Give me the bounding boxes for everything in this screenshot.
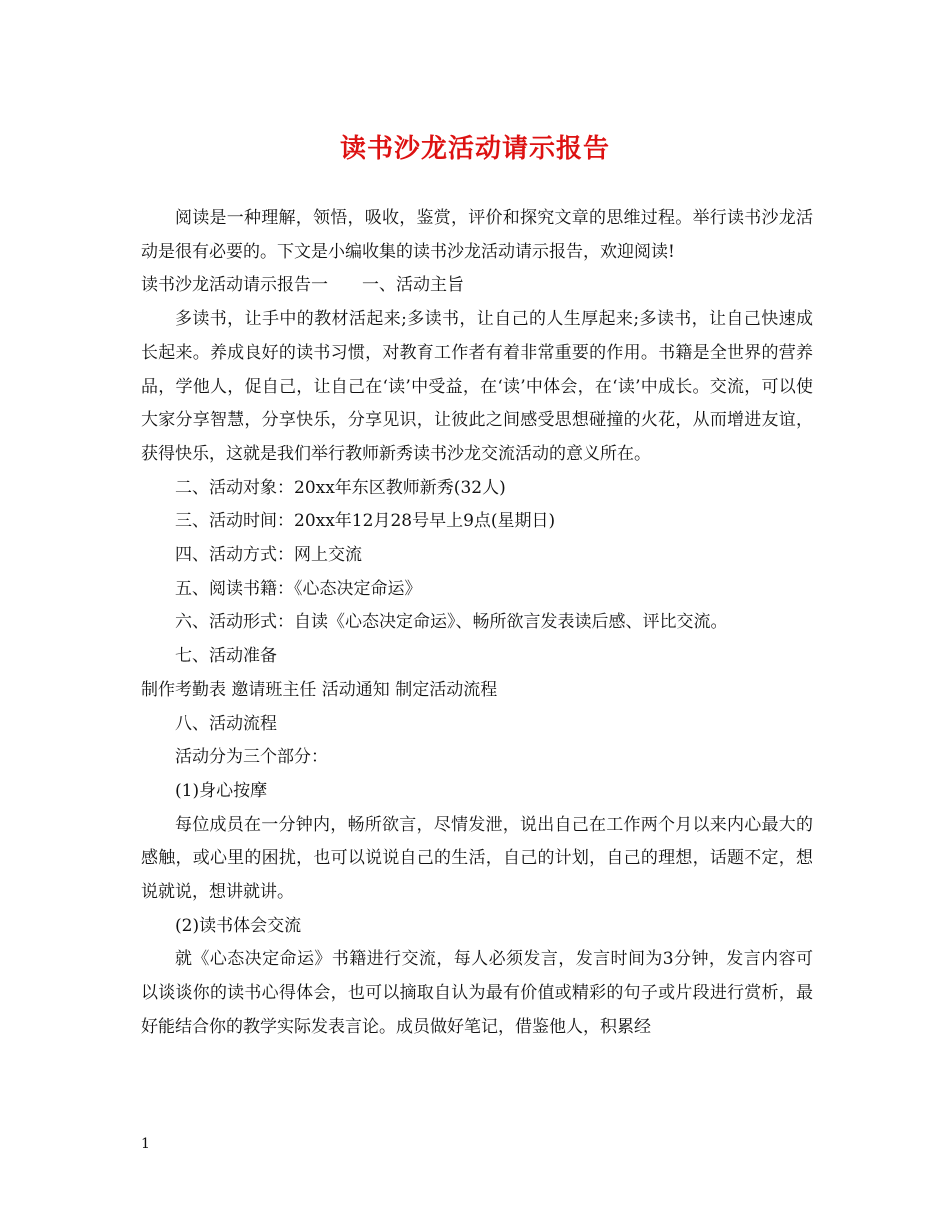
paragraph: (2)读书体会交流	[175, 915, 302, 936]
paragraph: 六、活动形式：自读《心态决定命运》、畅所欲言发表读后感、评比交流。	[175, 612, 728, 633]
paragraph: 每位成员在一分钟内，畅所欲言，尽情发泄，说出自己在工作两个月以来内心最大的感触，或心里的困扰，也可以说说自己的生活，自己的计划，自己的理想，话题不定，想说就说，想讲就讲。	[141, 814, 813, 903]
paragraph: 八、活动流程	[175, 713, 277, 734]
paragraph: (1)身心按摩	[175, 780, 268, 801]
paragraph: 阅读是一种理解，领悟，吸收，鉴赏，评价和探究文章的思维过程。举行读书沙龙活动是很有必要的。下文是小编收集的读书沙龙活动请示报告，欢迎阅读!	[141, 208, 813, 262]
paragraph: 七、活动准备	[175, 646, 277, 667]
paragraph: 多读书，让手中的教材活起来;多读书，让自己的人生厚起来;多读书，让自己快速成长起来。养成良好的读书习惯，对教育工作者有着非常重要的作用。书籍是全世界的营养品，学他人，促自己，让自己在‘读’中受益，在‘读’中体会，在‘读’中成长。交流，可以使大家分享智慧，分享快乐，分享见识，让彼此之间感受思想碰撞的火花，从而增进友谊，获得快乐，这就是我们举行教师新秀读书沙龙交流活动的意义所在。	[141, 309, 813, 464]
paragraph: 制作考勤表 邀请班主任 活动通知 制定活动流程	[141, 679, 498, 700]
paragraph: 活动分为三个部分：	[175, 747, 328, 768]
paragraph: 四、活动方式：网上交流	[175, 545, 362, 566]
page-number: 1	[141, 1136, 150, 1152]
paragraph: 三、活动时间：20xx年12月28号早上9点(星期日)	[175, 511, 556, 532]
paragraph: 就《心态决定命运》书籍进行交流，每人必须发言，发言时间为3分钟，发言内容可以谈谈你的读书心得体会，也可以摘取自认为最有价值或精彩的句子或片段进行赏析，最好能结合你的教学实际发表言论。成员做好笔记，借鉴他人，积累经	[141, 949, 813, 1037]
paragraph: 二、活动对象：20xx年东区教师新秀(32人)	[175, 477, 506, 498]
document-body	[141, 202, 813, 1045]
paragraph: 五、阅读书籍：《心态决定命运》	[175, 578, 422, 599]
document-title: 读书沙龙活动请示报告	[339, 134, 610, 164]
paragraph: 读书沙龙活动请示报告一 一、活动主旨	[141, 275, 464, 296]
